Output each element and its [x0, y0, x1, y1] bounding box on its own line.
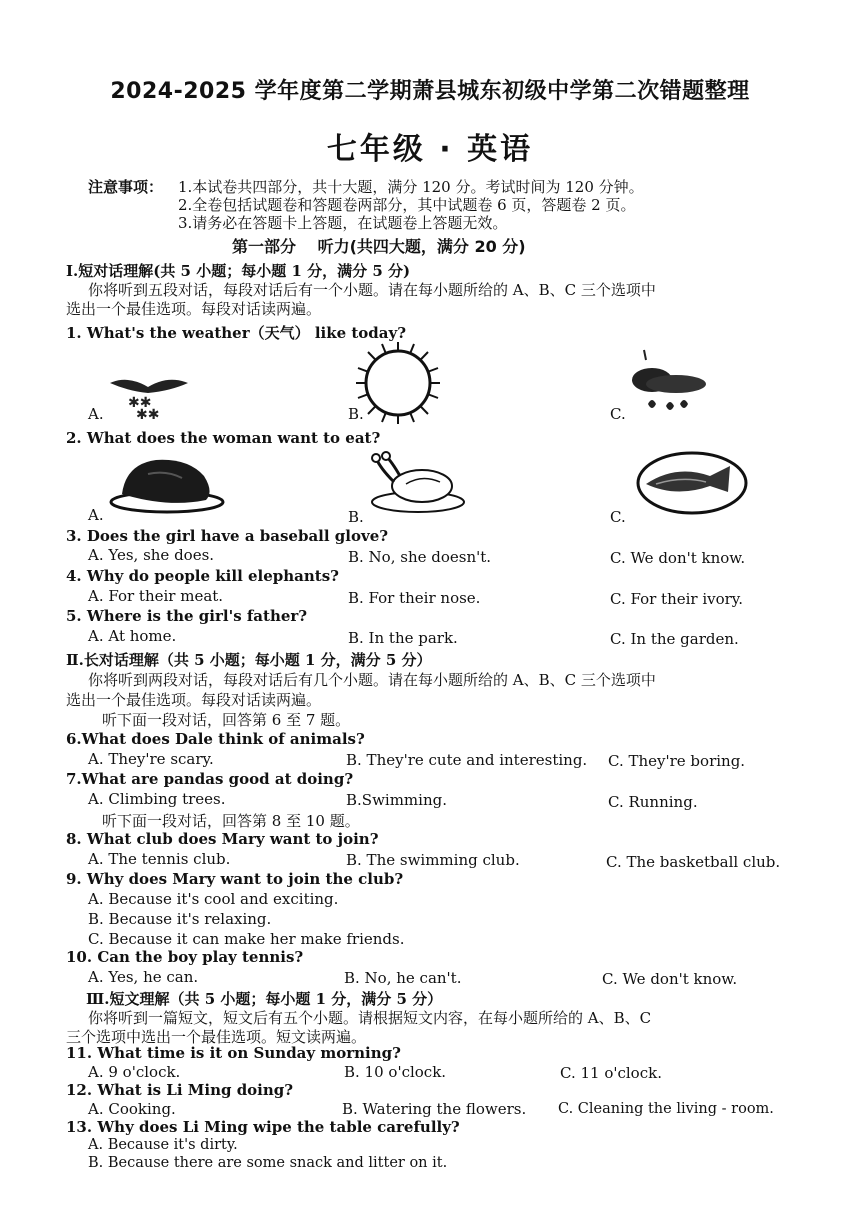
option-b: B. No, she doesn't.: [348, 548, 492, 566]
option-b: B.: [348, 405, 364, 423]
section2-instructions: 听下面一段对话，回答第 8 至 10 题。: [102, 812, 360, 830]
option-a: A. Because it's cool and exciting.: [88, 890, 339, 908]
option-a: A. The tennis club.: [88, 850, 231, 868]
section2-instructions: 听下面一段对话，回答第 6 至 7 题。: [102, 711, 351, 729]
option-c: C. Cleaning the living - room.: [558, 1101, 774, 1117]
option-c: C. They're boring.: [608, 752, 746, 770]
option-a: A. Yes, he can.: [88, 968, 199, 986]
question-stem: 8. What club does Mary want to join?: [66, 830, 379, 848]
question-stem: 12. What is Li Ming doing?: [66, 1081, 294, 1099]
section3-instructions: 三个选项中选出一个最佳选项。短文读两遍。: [66, 1028, 367, 1046]
note-item: 1.本试卷共四部分，共十大题，满分 120 分。考试时间为 120 分钟。: [178, 178, 644, 196]
note-item: 3.请务必在答题卡上答题，在试题卷上答题无效。: [178, 214, 508, 232]
option-c: C.: [610, 508, 626, 526]
option-b: B.: [348, 508, 364, 526]
option-b: B.Swimming.: [346, 791, 447, 809]
option-b: B. No, he can't.: [344, 969, 462, 987]
option-a: A. Because it's dirty.: [88, 1137, 238, 1153]
option-c: C. Running.: [608, 793, 698, 811]
section2-instructions: 你将听到两段对话，每段对话后有几个小题。请在每小题所给的 A、B、C 三个选项中: [88, 671, 656, 689]
question-stem: 10. Can the boy play tennis?: [66, 948, 304, 966]
option-c: C. For their ivory.: [610, 590, 744, 608]
question-stem: 13. Why does Li Ming wipe the table carefully?: [66, 1118, 460, 1136]
option-b: B. Watering the flowers.: [342, 1100, 527, 1118]
option-a: A. They're scary.: [88, 750, 214, 768]
question-stem: 6.What does Dale think of animals?: [66, 730, 365, 748]
question-stem: 3. Does the girl have a baseball glove?: [66, 527, 389, 545]
question-stem: 4. Why do people kill elephants?: [66, 567, 339, 585]
section1-instructions: 选出一个最佳选项。每段对话读两遍。: [66, 300, 322, 318]
option-c: C. The basketball club.: [606, 853, 781, 871]
section1-title: Ⅰ.短对话理解(共 5 小题；每小题 1 分，满分 5 分): [66, 262, 411, 280]
option-a: A.: [88, 405, 104, 423]
option-a: A. At home.: [88, 627, 177, 645]
section3-instructions: 你将听到一篇短文，短文后有五个小题。请根据短文内容，在每小题所给的 A、B、C: [88, 1009, 652, 1027]
option-b: B. Because there are some snack and litter on it.: [88, 1155, 448, 1171]
option-b: B. The swimming club.: [346, 851, 520, 869]
fish-icon: [636, 450, 748, 516]
snow-icon: [108, 375, 190, 423]
option-a: A. For their meat.: [88, 587, 224, 605]
note-item: 2.全卷包括试题卷和答题卷两部分，其中试题卷 6 页，答题卷 2 页。: [178, 196, 636, 214]
rain-cloud-icon: [626, 350, 712, 420]
option-a: A. Yes, she does.: [88, 546, 215, 564]
option-b: B. For their nose.: [348, 589, 481, 607]
part1-title: 第一部分 听力(共四大题，满分 20 分): [232, 237, 526, 256]
question-stem: 5. Where is the girl's father?: [66, 607, 308, 625]
section3-title: Ⅲ.短文理解（共 5 小题；每小题 1 分，满分 5 分）: [86, 990, 443, 1008]
option-c: C. We don't know.: [610, 549, 746, 567]
option-b: B. They're cute and interesting.: [346, 751, 588, 769]
option-c: C. 11 o'clock.: [560, 1064, 662, 1082]
notes-label: 注意事项：: [88, 178, 164, 196]
question-stem: 2. What does the woman want to eat?: [66, 429, 381, 447]
option-b: B. Because it's relaxing.: [88, 910, 272, 928]
question-stem: 9. Why does Mary want to join the club?: [66, 870, 404, 888]
option-c: C.: [610, 405, 626, 423]
beef-icon: [108, 454, 226, 516]
option-c: C. In the garden.: [610, 630, 739, 648]
section1-instructions: 你将听到五段对话，每段对话后有一个小题。请在每小题所给的 A、B、C 三个选项中: [88, 281, 656, 299]
option-c: C. We don't know.: [602, 970, 738, 988]
section2-instructions: 选出一个最佳选项。每段对话读两遍。: [66, 691, 322, 709]
exam-title: 2024-2025 学年度第二学期萧县城东初级中学第二次错题整理: [110, 79, 750, 104]
option-b: B. In the park.: [348, 629, 458, 647]
chicken-icon: [370, 452, 466, 516]
svg-text:✱✱: ✱✱: [136, 407, 160, 423]
option-c: C. Because it can make her make friends.: [88, 930, 405, 948]
option-a: A. Cooking.: [88, 1100, 176, 1118]
option-a: A.: [88, 506, 104, 524]
option-a: A. 9 o'clock.: [88, 1063, 181, 1081]
question-stem: 11. What time is it on Sunday morning?: [66, 1044, 401, 1062]
option-a: A. Climbing trees.: [88, 790, 226, 808]
svg-text:✱✱: ✱✱: [128, 395, 152, 411]
option-b: B. 10 o'clock.: [344, 1063, 447, 1081]
section2-title: Ⅱ.长对话理解（共 5 小题；每小题 1 分，满分 5 分）: [66, 651, 432, 669]
question-stem: 7.What are pandas good at doing?: [66, 770, 354, 788]
question-stem: 1. What's the weather（天气） like today?: [66, 324, 407, 342]
exam-subtitle: 七年级 · 英语: [326, 132, 534, 167]
